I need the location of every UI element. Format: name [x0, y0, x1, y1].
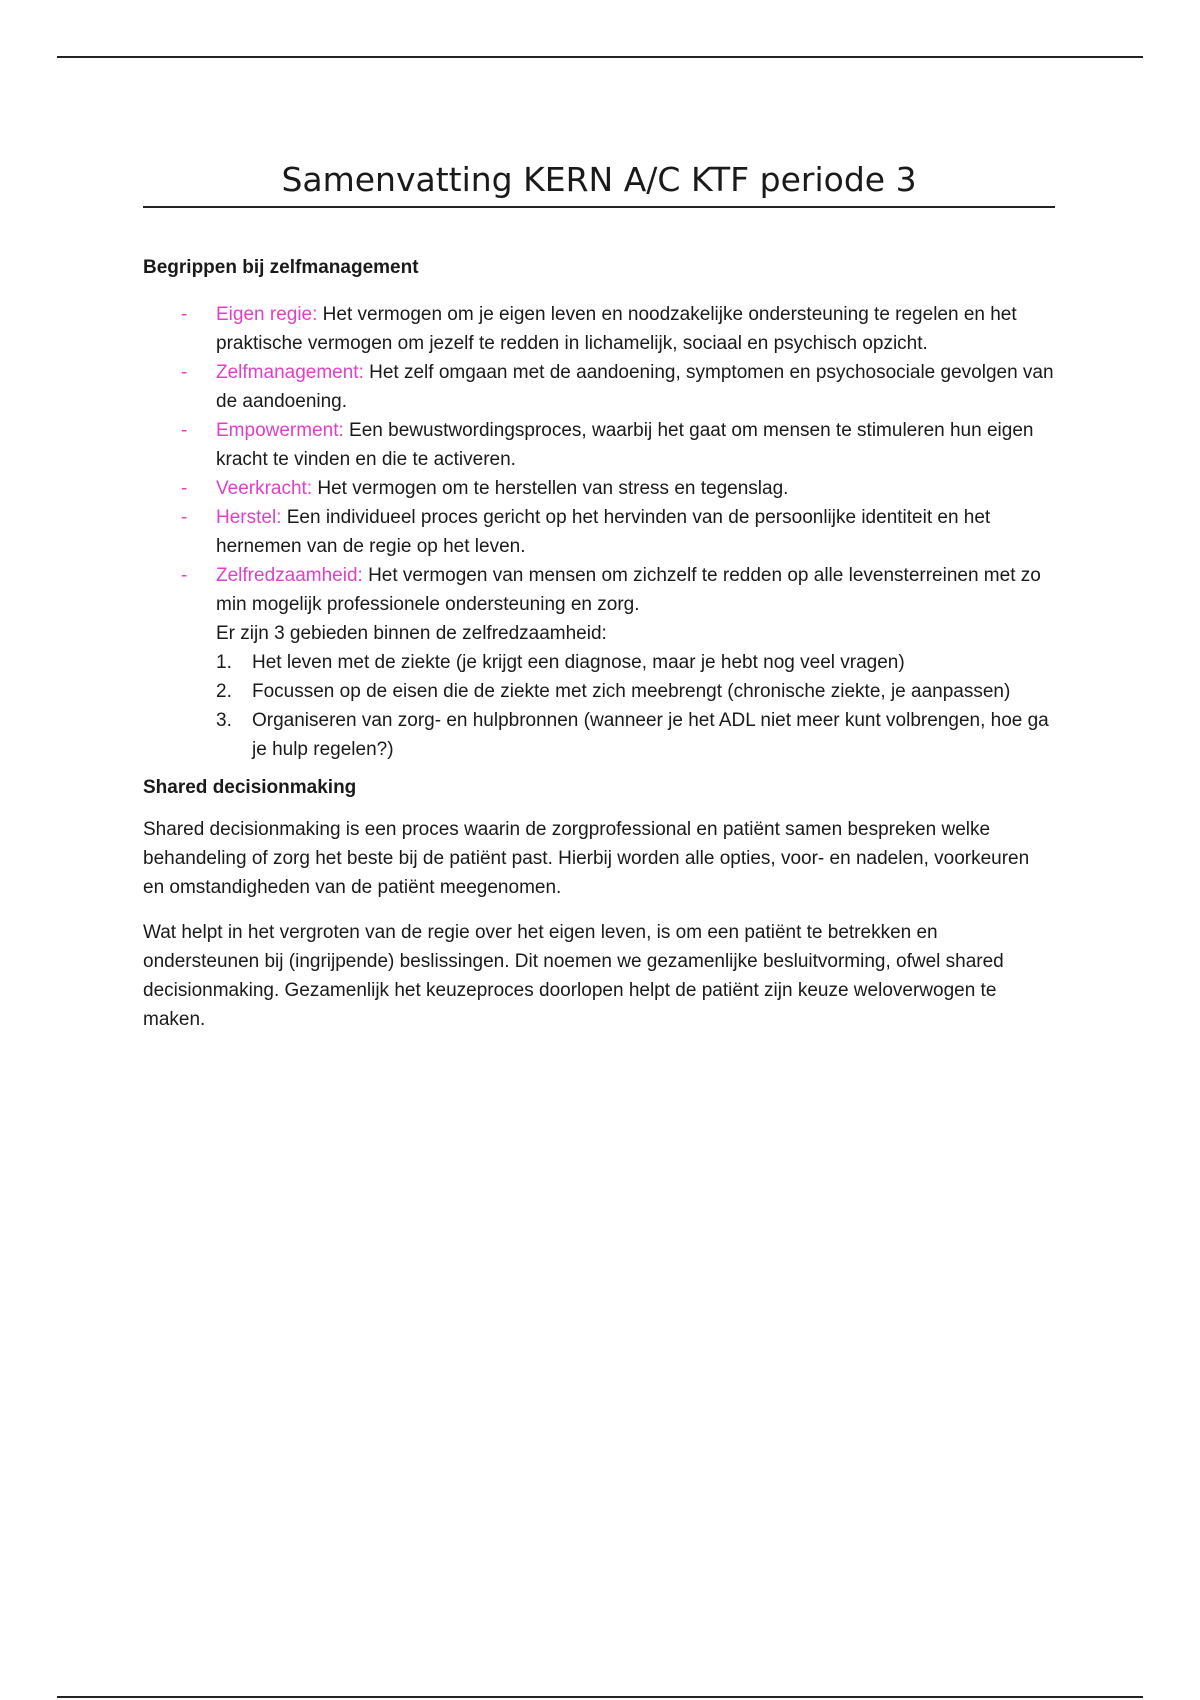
list-item: [216, 648, 1055, 677]
footer-rule: [57, 1696, 1143, 1698]
document-title: Samenvatting KERN A/C KTF periode 3: [143, 160, 1055, 208]
list-item: [143, 503, 1055, 561]
term-label: Zelfredzaamheid:: [216, 565, 363, 587]
dash-bullet: -: [181, 478, 188, 500]
term-definition: Een bewustwordingsproces, waarbij het gaat om mensen te stimuleren hun eigen kracht te vinden en die te activeren.: [216, 420, 1034, 471]
dash-bullet: -: [181, 565, 188, 587]
list-number: 2.: [216, 681, 232, 703]
list-item: [143, 416, 1055, 474]
term-definition: Het vermogen van mensen om zichzelf te redden op alle levensterreinen met zo min mogelijk professionele ondersteuning en zorg.: [216, 565, 1041, 616]
dash-bullet: -: [181, 362, 188, 384]
header-rule: [57, 56, 1143, 58]
term-definition: Het vermogen om je eigen leven en noodzakelijke ondersteuning te regelen en het praktische vermogen om jezelf te redden in lichamelijk, sociaal en psychisch opzicht.: [216, 304, 1017, 355]
list-number: 3.: [216, 710, 232, 732]
dash-bullet: -: [181, 507, 188, 529]
area-text: Focussen op de eisen die de ziekte met zich meebrengt (chronische ziekte, je aanpassen): [252, 681, 1011, 703]
term-label: Herstel:: [216, 507, 282, 529]
list-item: [143, 474, 1055, 503]
list-number: 1.: [216, 652, 232, 674]
list-item: [216, 677, 1055, 706]
list-item: [216, 706, 1055, 764]
dash-bullet: -: [181, 304, 188, 326]
paragraph: Shared decisionmaking is een proces waarin de zorgprofessional en patiënt samen bespreken welke behandeling of zorg het beste bij de patiënt past. Hierbij worden alle opties, voor- en nadelen, voorkeuren en omstandigheden van de patiënt meegenomen.: [143, 818, 1030, 898]
area-text: Organiseren van zorg- en hulpbronnen (wanneer je het ADL niet meer kunt volbrengen, hoe ga je hulp regelen?): [252, 710, 1049, 761]
zelfredzaamheid-intro: Er zijn 3 gebieden binnen de zelfredzaamheid:: [216, 623, 607, 645]
paragraph: Wat helpt in het vergroten van de regie over het eigen leven, is om een patiënt te betrekken en ondersteunen bij (ingrijpende) beslissingen. Dit noemen we gezamenlijke besluitvorming, ofwel shared decisionmaking. Gezamenlijk het keuzeproces doorlopen helpt de patiënt zijn keuze weloverwogen te maken.: [143, 921, 1004, 1030]
term-definition: Een individueel proces gericht op het hervinden van de persoonlijke identiteit en het hernemen van de regie op het leven.: [216, 507, 991, 558]
term-label: Eigen regie:: [216, 304, 318, 326]
dash-bullet: -: [181, 420, 188, 442]
term-label: Zelfmanagement:: [216, 362, 364, 384]
term-label: Veerkracht:: [216, 478, 313, 500]
term-definition: Het vermogen om te herstellen van stress en tegenslag.: [312, 478, 789, 500]
document-page: [143, 160, 1055, 1050]
section-heading-shared-decisionmaking: Shared decisionmaking: [143, 777, 357, 799]
term-definition: Het zelf omgaan met de aandoening, symptomen en psychosociale gevolgen van de aandoening.: [216, 362, 1054, 413]
list-item: [143, 358, 1055, 416]
section-heading-zelfmanagement: Begrippen bij zelfmanagement: [143, 256, 419, 278]
zelfredzaamheid-areas: [216, 648, 1055, 764]
terms-list: [143, 300, 1055, 764]
area-text: Het leven met de ziekte (je krijgt een diagnose, maar je hebt nog veel vragen): [252, 652, 905, 674]
term-label: Empowerment:: [216, 420, 344, 442]
list-item: [143, 561, 1055, 764]
list-item: [143, 300, 1055, 358]
